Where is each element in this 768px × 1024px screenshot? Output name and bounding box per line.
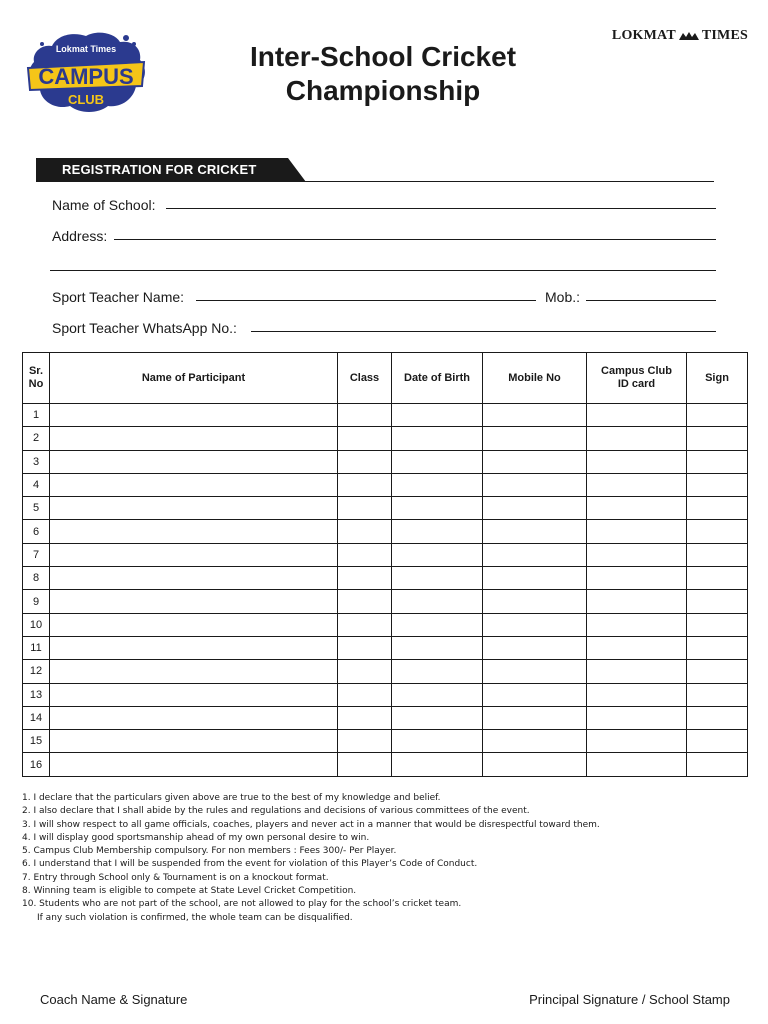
id-card-cell[interactable] bbox=[587, 543, 687, 566]
col-sr-no: Sr. No bbox=[23, 353, 50, 404]
row-sr-no: 8 bbox=[23, 567, 50, 590]
title-line-1: Inter-School Cricket bbox=[249, 41, 517, 72]
sign-cell[interactable] bbox=[687, 427, 748, 450]
class-cell[interactable] bbox=[338, 753, 392, 776]
mobile-cell[interactable] bbox=[483, 660, 587, 683]
participant-name-cell[interactable] bbox=[50, 730, 338, 753]
sign-cell[interactable] bbox=[687, 404, 748, 427]
dob-cell[interactable] bbox=[392, 543, 483, 566]
sign-cell[interactable] bbox=[687, 636, 748, 659]
class-cell[interactable] bbox=[338, 543, 392, 566]
col-date-of-birth: Date of Birth bbox=[392, 353, 483, 404]
dob-cell[interactable] bbox=[392, 404, 483, 427]
sign-cell[interactable] bbox=[687, 590, 748, 613]
sign-cell[interactable] bbox=[687, 473, 748, 496]
class-cell[interactable] bbox=[338, 427, 392, 450]
coach-signature-label: Coach Name & Signature bbox=[40, 992, 188, 1007]
table-header-row bbox=[23, 353, 748, 404]
row-sr-no: 6 bbox=[23, 520, 50, 543]
dob-cell[interactable] bbox=[392, 753, 483, 776]
dob-cell[interactable] bbox=[392, 473, 483, 496]
mobile-cell[interactable] bbox=[483, 497, 587, 520]
participant-name-cell[interactable] bbox=[50, 567, 338, 590]
row-sr-no: 9 bbox=[23, 590, 50, 613]
table-row bbox=[23, 753, 748, 776]
participant-name-cell[interactable] bbox=[50, 660, 338, 683]
page-title bbox=[190, 40, 576, 108]
row-sr-no: 5 bbox=[23, 497, 50, 520]
id-card-cell[interactable] bbox=[587, 706, 687, 729]
participant-name-cell[interactable] bbox=[50, 706, 338, 729]
participant-name-cell[interactable] bbox=[50, 427, 338, 450]
mob-label: Mob.: bbox=[545, 289, 581, 305]
class-cell[interactable] bbox=[338, 567, 392, 590]
id-card-cell[interactable] bbox=[587, 567, 687, 590]
logo-main-text: CAMPUS bbox=[38, 64, 134, 89]
row-sr-no: 15 bbox=[23, 730, 50, 753]
participant-name-cell[interactable] bbox=[50, 590, 338, 613]
participant-name-cell[interactable] bbox=[50, 543, 338, 566]
address-field-line-2[interactable] bbox=[50, 270, 716, 271]
declaration-item: 7. Entry through School only & Tournament is on a knockout format. bbox=[22, 872, 329, 883]
dob-cell[interactable] bbox=[392, 730, 483, 753]
participant-name-cell[interactable] bbox=[50, 613, 338, 636]
table-row bbox=[23, 683, 748, 706]
table-row bbox=[23, 404, 748, 427]
class-cell[interactable] bbox=[338, 473, 392, 496]
mobile-cell[interactable] bbox=[483, 404, 587, 427]
mobile-cell[interactable] bbox=[483, 567, 587, 590]
mobile-cell[interactable] bbox=[483, 706, 587, 729]
mobile-cell[interactable] bbox=[483, 613, 587, 636]
class-cell[interactable] bbox=[338, 404, 392, 427]
principal-signature-label: Principal Signature / School Stamp bbox=[529, 992, 730, 1007]
dob-cell[interactable] bbox=[392, 567, 483, 590]
logo-sub-text: CLUB bbox=[67, 92, 105, 107]
participant-name-cell[interactable] bbox=[50, 636, 338, 659]
id-card-cell[interactable] bbox=[587, 753, 687, 776]
dob-cell[interactable] bbox=[392, 636, 483, 659]
title-line-2: Championship bbox=[285, 75, 481, 106]
dob-cell[interactable] bbox=[392, 590, 483, 613]
mobile-cell[interactable] bbox=[483, 450, 587, 473]
dob-cell[interactable] bbox=[392, 683, 483, 706]
section-title: REGISTRATION FOR CRICKET bbox=[62, 162, 257, 177]
declaration-item: 5. Campus Club Membership compulsory. For non members : Fees 300/- Per Player. bbox=[22, 846, 397, 857]
mob-field[interactable] bbox=[586, 300, 716, 301]
declaration-item: 10. Students who are not part of the school, are not allowed to play for the school’s cricket team. bbox=[22, 899, 462, 910]
sign-cell[interactable] bbox=[687, 450, 748, 473]
row-sr-no: 7 bbox=[23, 543, 50, 566]
sign-cell[interactable] bbox=[687, 660, 748, 683]
row-sr-no: 1 bbox=[23, 404, 50, 427]
id-card-cell[interactable] bbox=[587, 450, 687, 473]
declaration-item: 2. I also declare that I shall abide by the rules and regulations and decisions of various committees of the event. bbox=[22, 806, 530, 817]
id-card-cell[interactable] bbox=[587, 473, 687, 496]
dob-cell[interactable] bbox=[392, 520, 483, 543]
declaration-item: 4. I will display good sportsmanship ahead of my own personal desire to win. bbox=[22, 832, 370, 843]
sign-cell[interactable] bbox=[687, 706, 748, 729]
id-card-cell[interactable] bbox=[587, 497, 687, 520]
sign-cell[interactable] bbox=[687, 543, 748, 566]
class-cell[interactable] bbox=[338, 636, 392, 659]
id-card-cell[interactable] bbox=[587, 730, 687, 753]
table-row bbox=[23, 497, 748, 520]
mobile-cell[interactable] bbox=[483, 427, 587, 450]
section-rule bbox=[36, 181, 714, 182]
publisher-brand bbox=[612, 28, 748, 44]
table-row bbox=[23, 636, 748, 659]
mobile-cell[interactable] bbox=[483, 636, 587, 659]
row-sr-no: 14 bbox=[23, 706, 50, 729]
dob-cell[interactable] bbox=[392, 613, 483, 636]
dob-cell[interactable] bbox=[392, 660, 483, 683]
row-sr-no: 11 bbox=[23, 636, 50, 659]
sign-cell[interactable] bbox=[687, 753, 748, 776]
participant-name-cell[interactable] bbox=[50, 520, 338, 543]
participant-name-cell[interactable] bbox=[50, 753, 338, 776]
row-sr-no: 2 bbox=[23, 427, 50, 450]
participants-table bbox=[22, 352, 748, 777]
mobile-cell[interactable] bbox=[483, 520, 587, 543]
declarations-list bbox=[22, 792, 742, 925]
whatsapp-field[interactable] bbox=[251, 331, 716, 332]
table-row bbox=[23, 706, 748, 729]
table-row bbox=[23, 660, 748, 683]
sign-cell[interactable] bbox=[687, 567, 748, 590]
row-sr-no: 4 bbox=[23, 473, 50, 496]
sign-cell[interactable] bbox=[687, 683, 748, 706]
emblem-icon bbox=[678, 31, 700, 41]
id-card-cell[interactable] bbox=[587, 590, 687, 613]
participant-name-cell[interactable] bbox=[50, 683, 338, 706]
class-cell[interactable] bbox=[338, 497, 392, 520]
mobile-cell[interactable] bbox=[483, 590, 587, 613]
dob-cell[interactable] bbox=[392, 706, 483, 729]
declaration-item: 1. I declare that the particulars given above are true to the best of my knowledge and belief. bbox=[22, 793, 441, 803]
school-field[interactable] bbox=[166, 208, 716, 209]
row-sr-no: 3 bbox=[23, 450, 50, 473]
campus-club-logo bbox=[22, 28, 150, 116]
address-field[interactable] bbox=[114, 239, 716, 240]
sign-cell[interactable] bbox=[687, 730, 748, 753]
class-cell[interactable] bbox=[338, 613, 392, 636]
sign-cell[interactable] bbox=[687, 520, 748, 543]
id-card-cell[interactable] bbox=[587, 636, 687, 659]
class-cell[interactable] bbox=[338, 706, 392, 729]
sign-cell[interactable] bbox=[687, 497, 748, 520]
brand-right-text: TIMES bbox=[701, 28, 748, 43]
declaration-item: If any such violation is confirmed, the whole team can be disqualified. bbox=[37, 912, 353, 923]
id-card-cell[interactable] bbox=[587, 683, 687, 706]
class-cell[interactable] bbox=[338, 450, 392, 473]
school-label: Name of School: bbox=[52, 197, 156, 213]
logo-top-text: Lokmat Times bbox=[55, 44, 117, 54]
mobile-cell[interactable] bbox=[483, 753, 587, 776]
mobile-cell[interactable] bbox=[483, 543, 587, 566]
table-row bbox=[23, 473, 748, 496]
sign-cell[interactable] bbox=[687, 613, 748, 636]
dob-cell[interactable] bbox=[392, 450, 483, 473]
col-participant-name: Name of Participant bbox=[50, 353, 338, 404]
teacher-name-field[interactable] bbox=[196, 300, 536, 301]
row-sr-no: 16 bbox=[23, 753, 50, 776]
table-row bbox=[23, 567, 748, 590]
id-card-cell[interactable] bbox=[587, 613, 687, 636]
teacher-name-label: Sport Teacher Name: bbox=[52, 289, 185, 305]
participant-name-cell[interactable] bbox=[50, 450, 338, 473]
id-card-cell[interactable] bbox=[587, 660, 687, 683]
dob-cell[interactable] bbox=[392, 427, 483, 450]
table-row bbox=[23, 427, 748, 450]
declaration-item: 3. I will show respect to all game officials, coaches, players and never act in a manner that would be disrespectful toward them. bbox=[22, 819, 600, 830]
address-label: Address: bbox=[52, 228, 108, 244]
col-class: Class bbox=[338, 353, 392, 404]
row-sr-no: 10 bbox=[23, 613, 50, 636]
id-card-cell[interactable] bbox=[587, 520, 687, 543]
row-sr-no: 13 bbox=[23, 683, 50, 706]
class-cell[interactable] bbox=[338, 730, 392, 753]
row-sr-no: 12 bbox=[23, 660, 50, 683]
id-card-cell[interactable] bbox=[587, 404, 687, 427]
class-cell[interactable] bbox=[338, 683, 392, 706]
table-row bbox=[23, 730, 748, 753]
participant-name-cell[interactable] bbox=[50, 404, 338, 427]
dob-cell[interactable] bbox=[392, 497, 483, 520]
table-row bbox=[23, 590, 748, 613]
participant-name-cell[interactable] bbox=[50, 473, 338, 496]
col-campus-club-id: Campus Club ID card bbox=[587, 353, 687, 404]
col-mobile-no: Mobile No bbox=[483, 353, 587, 404]
class-cell[interactable] bbox=[338, 520, 392, 543]
id-card-cell[interactable] bbox=[587, 427, 687, 450]
participant-name-cell[interactable] bbox=[50, 497, 338, 520]
brand-left-text: LOKMAT bbox=[611, 28, 676, 43]
col-sign: Sign bbox=[687, 353, 748, 404]
whatsapp-label: Sport Teacher WhatsApp No.: bbox=[52, 320, 237, 336]
table-row bbox=[23, 450, 748, 473]
table-row bbox=[23, 520, 748, 543]
mobile-cell[interactable] bbox=[483, 730, 587, 753]
declaration-item: 8. Winning team is eligible to compete at State Level Cricket Competition. bbox=[22, 886, 357, 897]
table-row bbox=[23, 613, 748, 636]
mobile-cell[interactable] bbox=[483, 683, 587, 706]
mobile-cell[interactable] bbox=[483, 473, 587, 496]
class-cell[interactable] bbox=[338, 590, 392, 613]
table-row bbox=[23, 543, 748, 566]
class-cell[interactable] bbox=[338, 660, 392, 683]
declaration-item: 6. I understand that I will be suspended from the event for violation of this Player’s Code of Conduct. bbox=[22, 859, 478, 870]
